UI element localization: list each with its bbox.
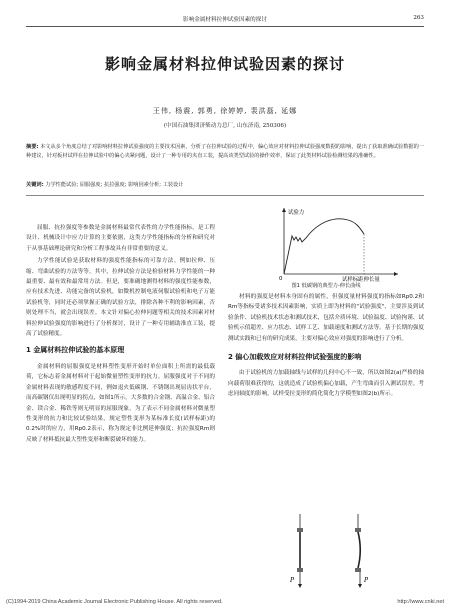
section-2-paragraph: 由于试验机的力加载轴线与试样的几何中心不一致，所以如图2(a)严格的轴向载荷很难获得的，这就造成了试验机偏心加载，产生弯曲而引入测试误差。考虑同轴度的影响，试样受拉变形的简化简化力学模型如图2(b)所示。 [228,370,424,398]
intro-paragraph-2: 力学性能试验是获取材料的强度性能指标的可靠方法。例如拉伸、压缩、弯曲试验的方法等等。其中，拉伸试验方法是检验材料力学性能的一种最重要、最有效和最常用方法。但是，要准确地测得材料的强度性能参数，应有技术先进、功能完备的试验机，如微机控制电液伺服试验机和电子万能试验机等，同时还必须掌握正确的试验方法，排除各种不利的影响因素，否则处理不当，就会出现误差。本文针对偏心拉伸问题等相关的技术因素对材料拉伸试验强度的影响进行了分析探讨，设计了一种专用辅助准直工装，提高了试验精度。 [26,258,215,338]
cnki-link[interactable]: http://www.cnki.net [397,599,444,605]
running-title: 影响金属材料拉伸试验因素的探讨 [183,17,267,23]
right-column [228,292,424,402]
section-1-paragraph: 金属材料的屈服强度是材料塑性变形开始时单位面积上所需的最低载荷，它标志着金属材料对于起始微量塑性变形的抗力。屈服强度对于不同的金属材料表现的敏感程度不同，例如退火低碳钢、不锈钢出现屈齿状平台，而高碳钢仅出现明显的拐点，如图1所示。大多数的合金钢、高温合金、铝合金、镁合金、稀铁等则无明显的屈服现象。为了表示不同金属材料对微量塑性变形的抗力和比较试验结果，规定塑性变形为某标准长度(试样标距)的0.2%时的应力，用Rp0.2表示，称为规定非比例延伸强度；抗拉强度Rm则反映了材料抵抗最大塑性变形和断裂破坏的能力。 [26,363,215,443]
keywords [26,181,424,190]
y-axis-arrow [282,208,286,212]
figure-2-eccentric-loading [262,512,392,592]
abstract [26,143,424,161]
page-number: 263 [413,15,424,21]
section-divider [26,195,424,196]
keywords-text: 力学性能试验; 屈服强度; 抗拉强度; 影响因素分析; 工装设计 [45,182,184,188]
affiliation: (中国石油集团济柴动力总厂, 山东济南, 250306) [163,123,287,129]
x-axis-arrow [394,272,398,276]
left-column [26,223,215,447]
figure-1-caption: 图1 低碳钢的典型力-伸长曲线 [291,283,361,289]
force-label-a: P [290,577,295,584]
section-1-heading: 1 金属材料拉伸试验的基本原理 [26,346,125,355]
intro-paragraph-1: 屈服、抗拉强度等参数是金属材料最常代表性的力学性能指标，是工程设计、机械设计中应力计算的主要依据，这类力学性能指标的分析和研究对于从事基础理论研究和分析工程事故具有非常重要的意义。 [26,225,215,252]
x-axis-label: 试样标距伸长量 [342,277,380,282]
force-extension-curve [284,219,364,274]
paper-title: 影响金属材料拉伸试验因素的探讨 [104,55,345,73]
copyright-text: (C)1994-2019 China Academic Journal Electronic Publishing House. All rights reserved. [6,599,223,605]
y-axis-label: 试验力 [288,210,305,216]
specimen-b [355,514,369,588]
origin-label: 0 [279,276,283,282]
running-header [26,12,424,27]
figure-1-stress-strain-curve [248,204,408,282]
abstract-label: 摘要: [26,144,39,150]
section-2-heading: 2 偏心加载效应对材料拉伸试验强度的影响 [228,353,362,362]
strength-paragraph: 材料的强度是材料本身固有的属性，但强度量材料强度的指标如Rp0.2和Rm等指标受诸多技术因素影响，实质上即为材料的"试验强度"，主要涉及到试验条件、试验机技术状态和测试技术，包括介质环境、试验温度、试验拘谨、试验机示值超差、应力状态、试样工艺、加载速度和测试方法等。基于长期的强度测试实践和已有的研究成果，主要对偏心效应对强度的影响进行了分析。 [228,294,424,342]
force-label-b: P [364,577,369,584]
specimen-a [289,514,303,588]
keywords-label: 关键词: [26,182,44,188]
abstract-text: 本文从多个角度总结了对影响材料拉伸试验强度的主要技术因素，分析了在拉伸试验的过程中，偏心效应对材料拉伸试验强度数据的影响，提出了获取准确试验数据的一种建议，针对板材试样在拉伸试验中的偏心夹紧问题，设计了一种专用的夹直工装，提高该类型试验的操作效率，保证了此类材料试验检测结果的准确性。 [26,144,424,160]
author-list: 王伟, 杨震, 郭勇, 徐婷婷, 裴洪磊, 延娜 [152,107,298,115]
copyright-footer [6,599,444,605]
